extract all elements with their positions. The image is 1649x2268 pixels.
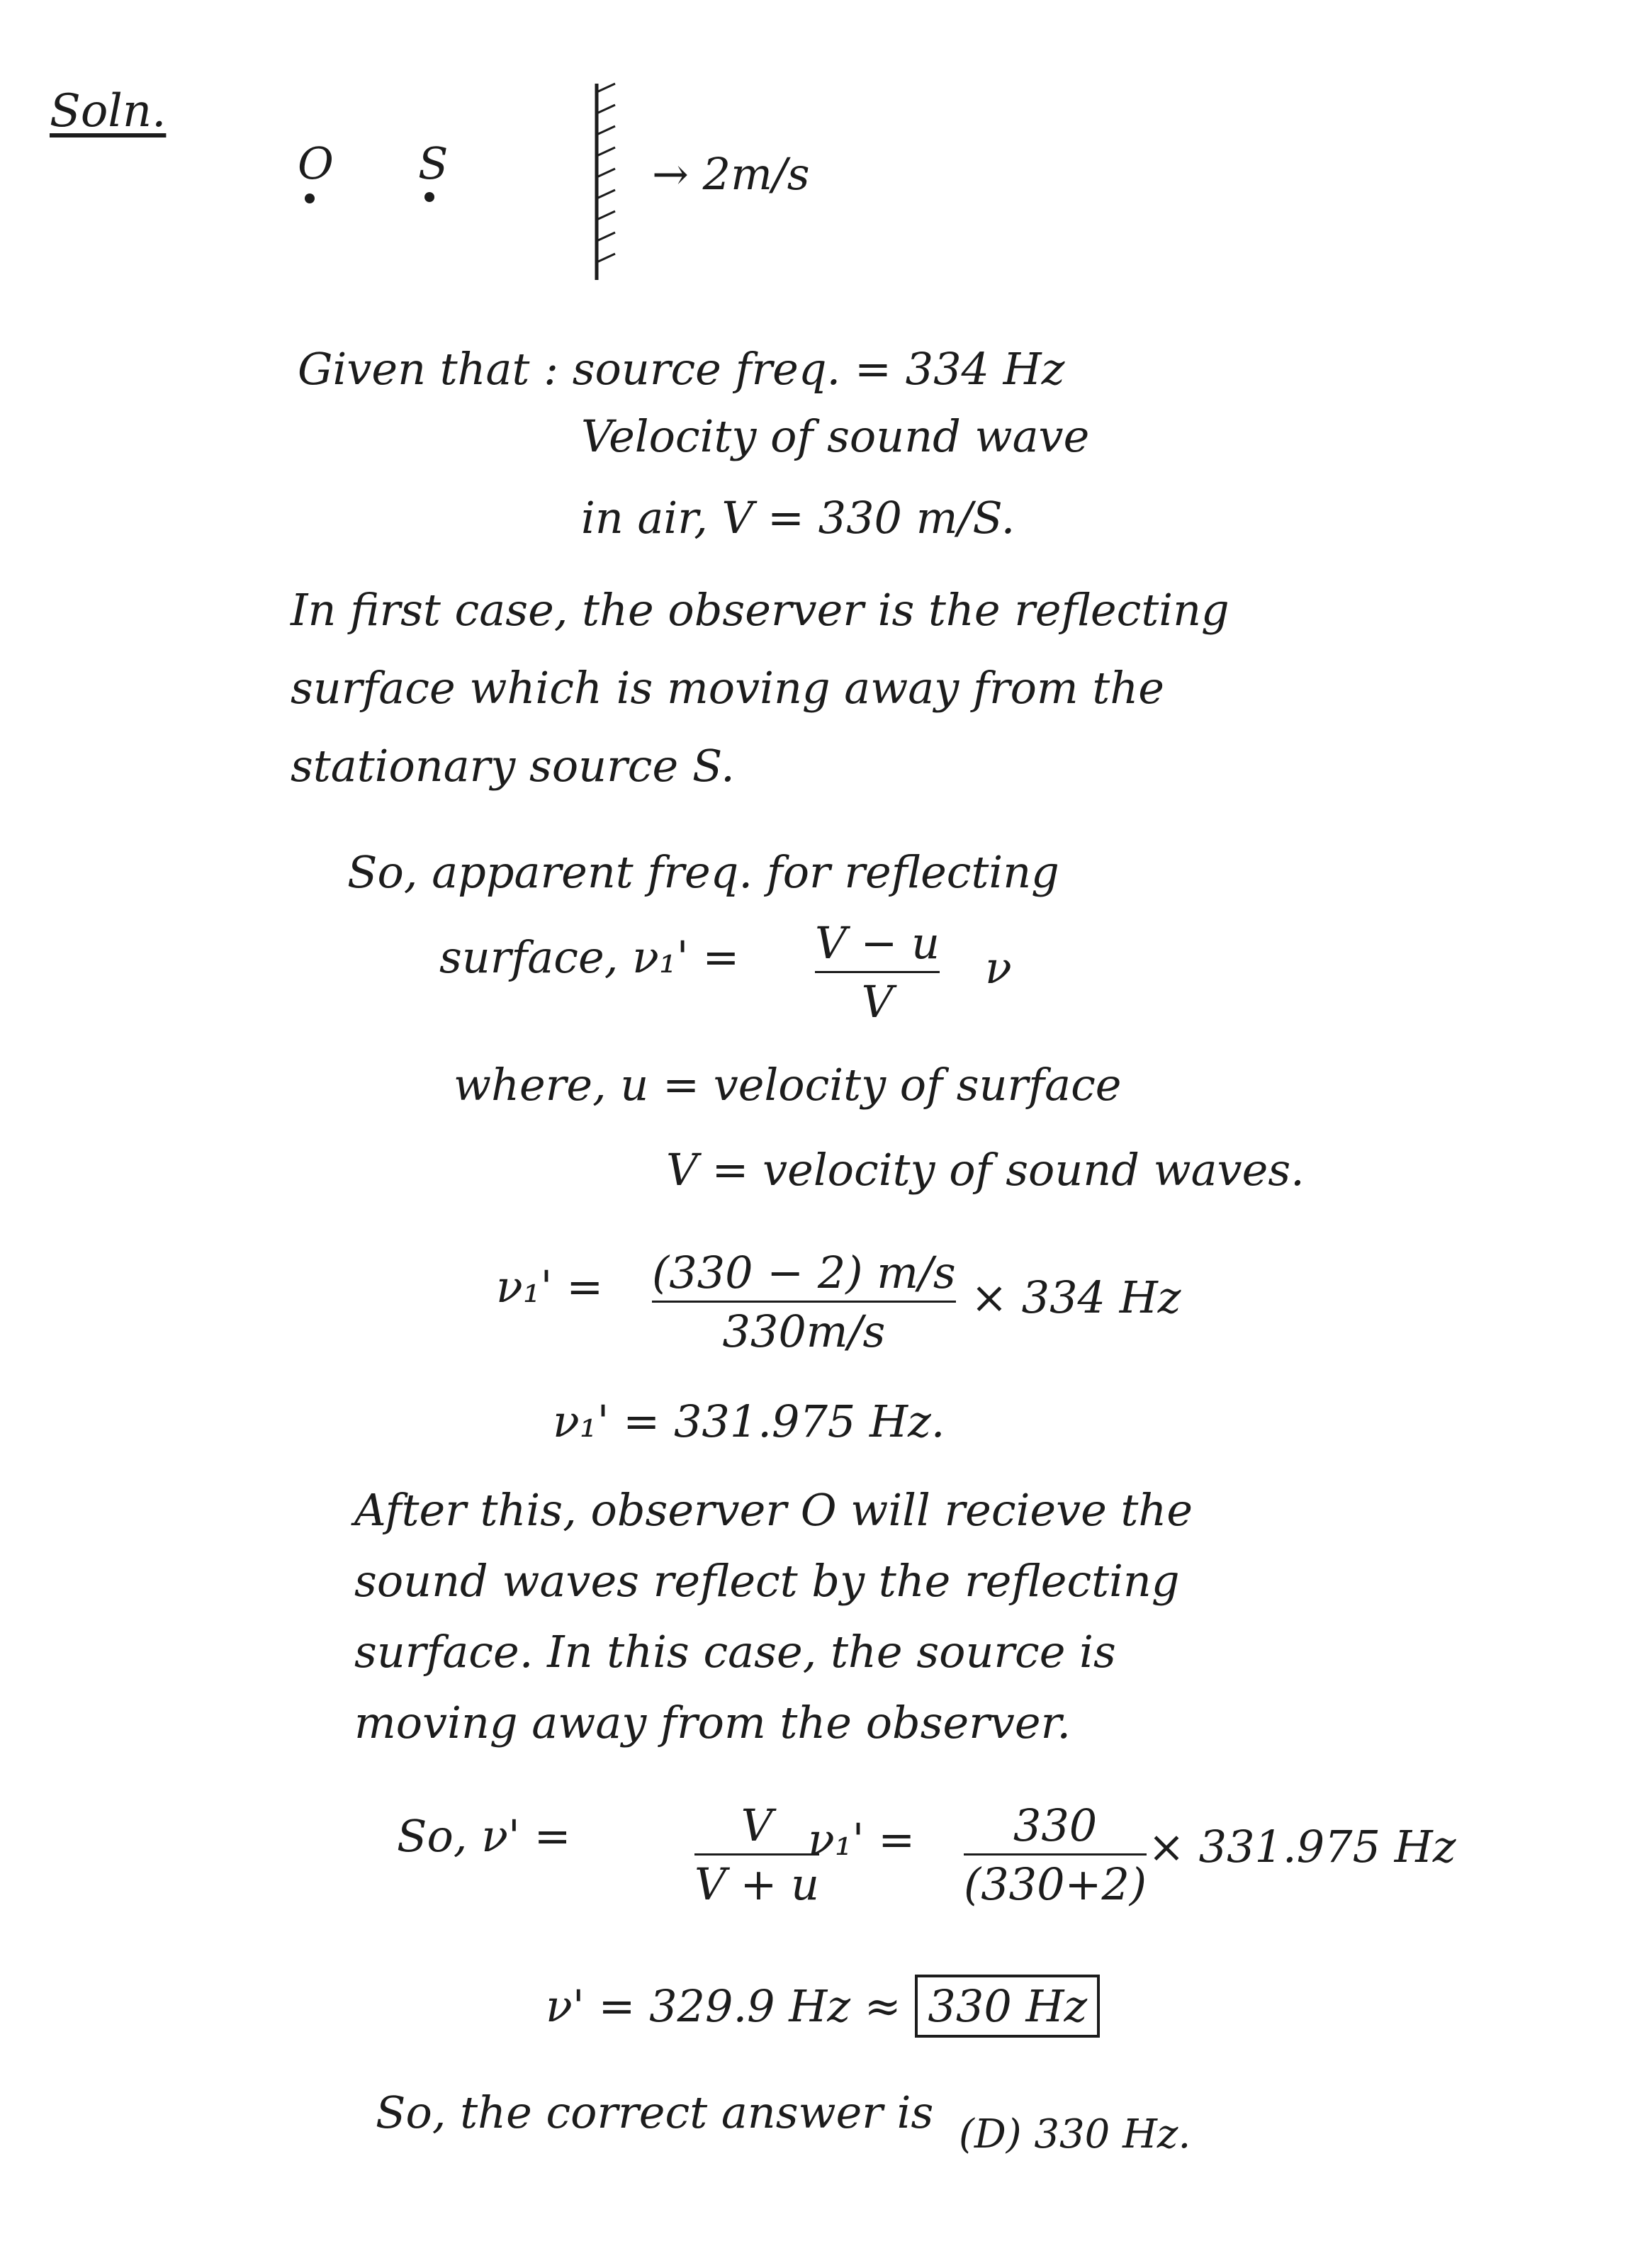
calc1-factor: × 334 Hz: [971, 1271, 1181, 1323]
fraction-numerator: V − u: [815, 917, 940, 969]
result2: [546, 1980, 1100, 2032]
fraction-bar: [815, 971, 940, 973]
calc1-fraction: [652, 1247, 956, 1357]
calc2-fraction-1: [694, 1800, 820, 1910]
conclusion-answer: (D) 330 Hz.: [959, 2111, 1191, 2157]
fraction-denominator: V + u: [694, 1858, 820, 1910]
calc1-prefix: ν₁' =: [496, 1261, 604, 1313]
given-line-2: Velocity of sound wave: [581, 410, 1090, 462]
source-label: S: [418, 137, 449, 189]
fraction-numerator: (330 − 2) m/s: [652, 1247, 956, 1298]
fraction-denominator: V: [861, 976, 894, 1028]
case2-line-3: surface. In this case, the source is: [354, 1626, 1116, 1678]
given-line-3: in air, V = 330 m/S.: [581, 492, 1015, 544]
calc2-fraction-2: [964, 1800, 1147, 1910]
where-line-1: where, u = velocity of surface: [454, 1059, 1122, 1111]
case1-line-1: In first case, the observer is the reflecting: [291, 584, 1229, 636]
apparent-fraction: [815, 917, 940, 1028]
fraction-bar: [694, 1853, 819, 1856]
fraction-numerator: V: [741, 1800, 773, 1851]
case2-line-2: sound waves reflect by the reflecting: [354, 1555, 1180, 1607]
calc2-factor: ν₁' =: [808, 1814, 916, 1865]
observer-label: O: [298, 137, 334, 189]
apparent-line-2: surface, ν₁' =: [439, 931, 740, 983]
case1-line-3: stationary source S.: [291, 740, 735, 792]
fraction-bar: [964, 1853, 1147, 1856]
conclusion-text: So, the correct answer is: [376, 2087, 934, 2138]
final-answer-box: 330 Hz: [915, 1975, 1100, 2038]
result2-prefix: ν' = 329.9 Hz ≈: [546, 1980, 901, 2032]
fraction-denominator: 330m/s: [722, 1306, 886, 1357]
apparent-line-1: So, apparent freq. for reflecting: [347, 846, 1059, 898]
fraction-denominator: (330+2): [964, 1858, 1147, 1910]
case2-line-4: moving away from the observer.: [354, 1697, 1071, 1748]
where-line-2: V = velocity of sound waves.: [666, 1144, 1305, 1196]
solution-heading: Soln.: [50, 85, 167, 137]
fraction-numerator: 330: [1013, 1800, 1098, 1851]
apparent-factor: ν: [985, 942, 1012, 994]
conclusion: [376, 2087, 1191, 2157]
calc2-prefix: So, ν' =: [397, 1810, 571, 1862]
case1-line-2: surface which is moving away from the: [291, 662, 1164, 714]
result1: ν₁' = 331.975 Hz.: [553, 1396, 945, 1447]
velocity-label: → 2m/s: [652, 148, 810, 200]
case2-line-1: After this, observer O will recieve the: [354, 1484, 1193, 1536]
given-line-1: Given that : source freq. = 334 Hz: [298, 343, 1065, 395]
fraction-bar: [652, 1301, 956, 1303]
calc2-factor-2: × 331.975 Hz: [1148, 1821, 1456, 1873]
